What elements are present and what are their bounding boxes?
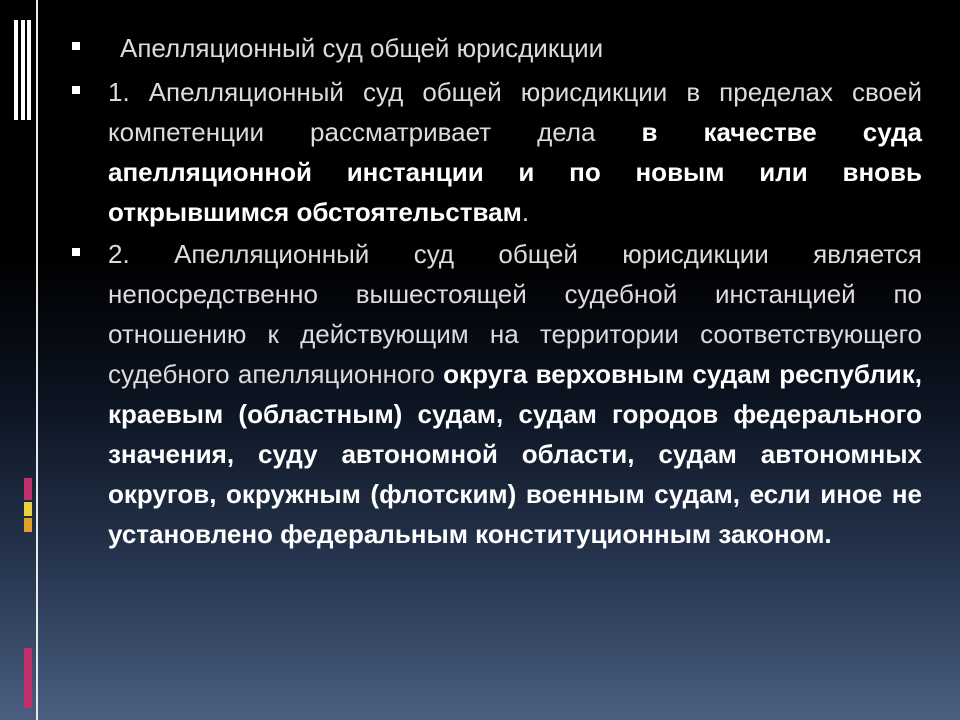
paragraph-segment: 2. Апелляционный суд общей юрисдикции является непосредственно вышестоящей судебной инстанцией по отношению к действующим на территории соответствующего судебного апелляционного xyxy=(108,239,922,389)
bullet-paragraph-1 xyxy=(72,72,922,232)
yellow-block xyxy=(24,502,32,516)
paragraph-segment: . xyxy=(521,197,530,227)
square-bullet-icon xyxy=(72,86,80,94)
vertical-line xyxy=(36,0,38,720)
stripe xyxy=(21,20,25,120)
pink-block xyxy=(24,478,32,500)
paragraph-text xyxy=(108,234,922,554)
orange-block xyxy=(24,518,32,532)
paragraph-bold-segment: в качестве суда апелляционной инстанции и по новым или вновь открывшимся обстоятельствам xyxy=(108,117,922,227)
paragraph-segment: 1. Апелляционный суд общей юрисдикции в пределах своей компетенции рассматривает дела xyxy=(108,77,922,147)
top-stripe-decoration xyxy=(14,20,36,120)
paragraph-bold-segment: округа верховным судам республик, краевым (областным) судам, судам городов федерального значения, суду автономной области, судам автономных округов, окружным (флотским) военным судам, если иное не установлено федеральным конституционным законом. xyxy=(108,359,922,549)
bullet-heading xyxy=(72,28,922,68)
pink-block xyxy=(24,648,32,708)
square-bullet-icon xyxy=(72,42,80,50)
stripe xyxy=(27,20,31,120)
paragraph-text xyxy=(108,72,922,232)
color-blocks-decoration xyxy=(24,478,34,718)
bullet-paragraph-2 xyxy=(72,234,922,554)
square-bullet-icon xyxy=(72,248,80,256)
stripe xyxy=(14,20,18,120)
slide-body xyxy=(72,28,922,554)
heading-text: Апелляционный суд общей юрисдикции xyxy=(120,33,604,63)
